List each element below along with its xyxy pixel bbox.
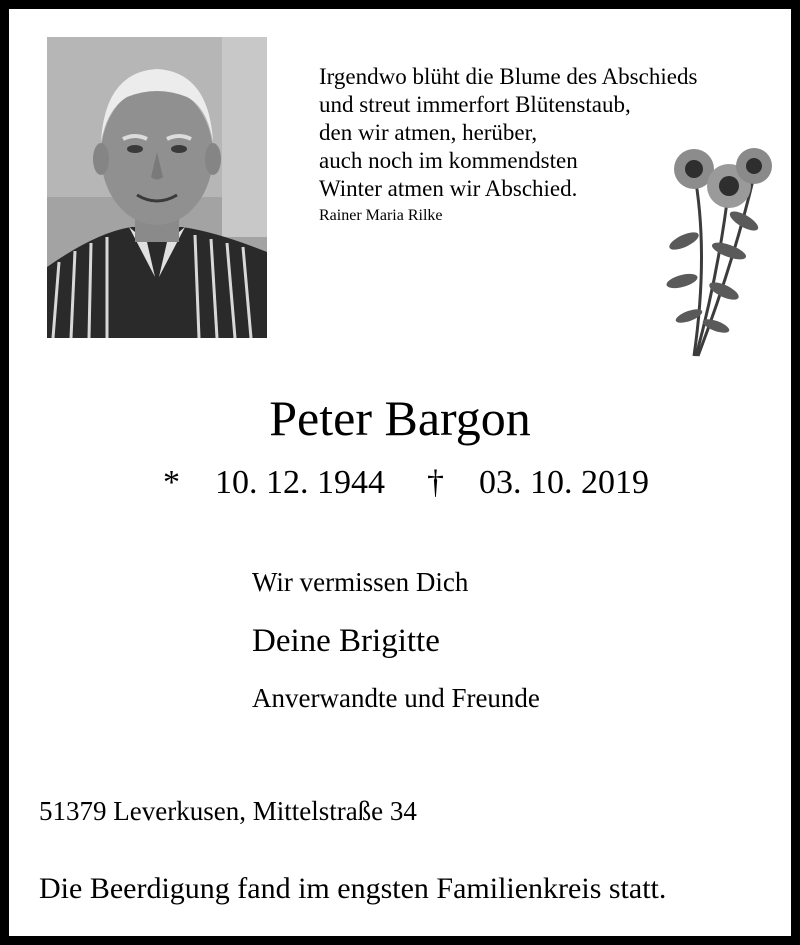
deceased-name: Peter Bargon — [269, 390, 531, 446]
poem-author: Rainer Maria Rilke — [319, 207, 443, 224]
portrait-photo — [47, 37, 267, 338]
death-date: 03. 10. 2019 — [479, 464, 649, 501]
poem-line: den wir atmen, herüber, — [319, 120, 538, 145]
funeral-note: Die Beerdigung fand im engsten Familienkreis statt. — [39, 872, 667, 905]
birth-date-line — [163, 463, 385, 503]
relatives-signature: Anverwandte und Freunde — [252, 683, 540, 713]
poem-line: und streut immerfort Blütenstaub, — [319, 92, 631, 117]
death-cross-icon: † — [427, 464, 444, 501]
poem-line: auch noch im kommendsten — [319, 148, 578, 173]
sunflower-bouquet-icon — [654, 131, 774, 361]
family-address: 51379 Leverkusen, Mittelstraße 34 — [39, 796, 417, 826]
birth-date: 10. 12. 1944 — [215, 464, 385, 501]
mourning-message: Wir vermissen Dich — [252, 567, 469, 597]
birth-star-icon: * — [163, 464, 180, 501]
death-date-line — [427, 463, 649, 503]
poem-line: Winter atmen wir Abschied. — [319, 176, 578, 201]
spouse-signature: Deine Brigitte — [252, 623, 440, 659]
poem-line: Irgendwo blüht die Blume des Abschieds — [319, 64, 698, 89]
